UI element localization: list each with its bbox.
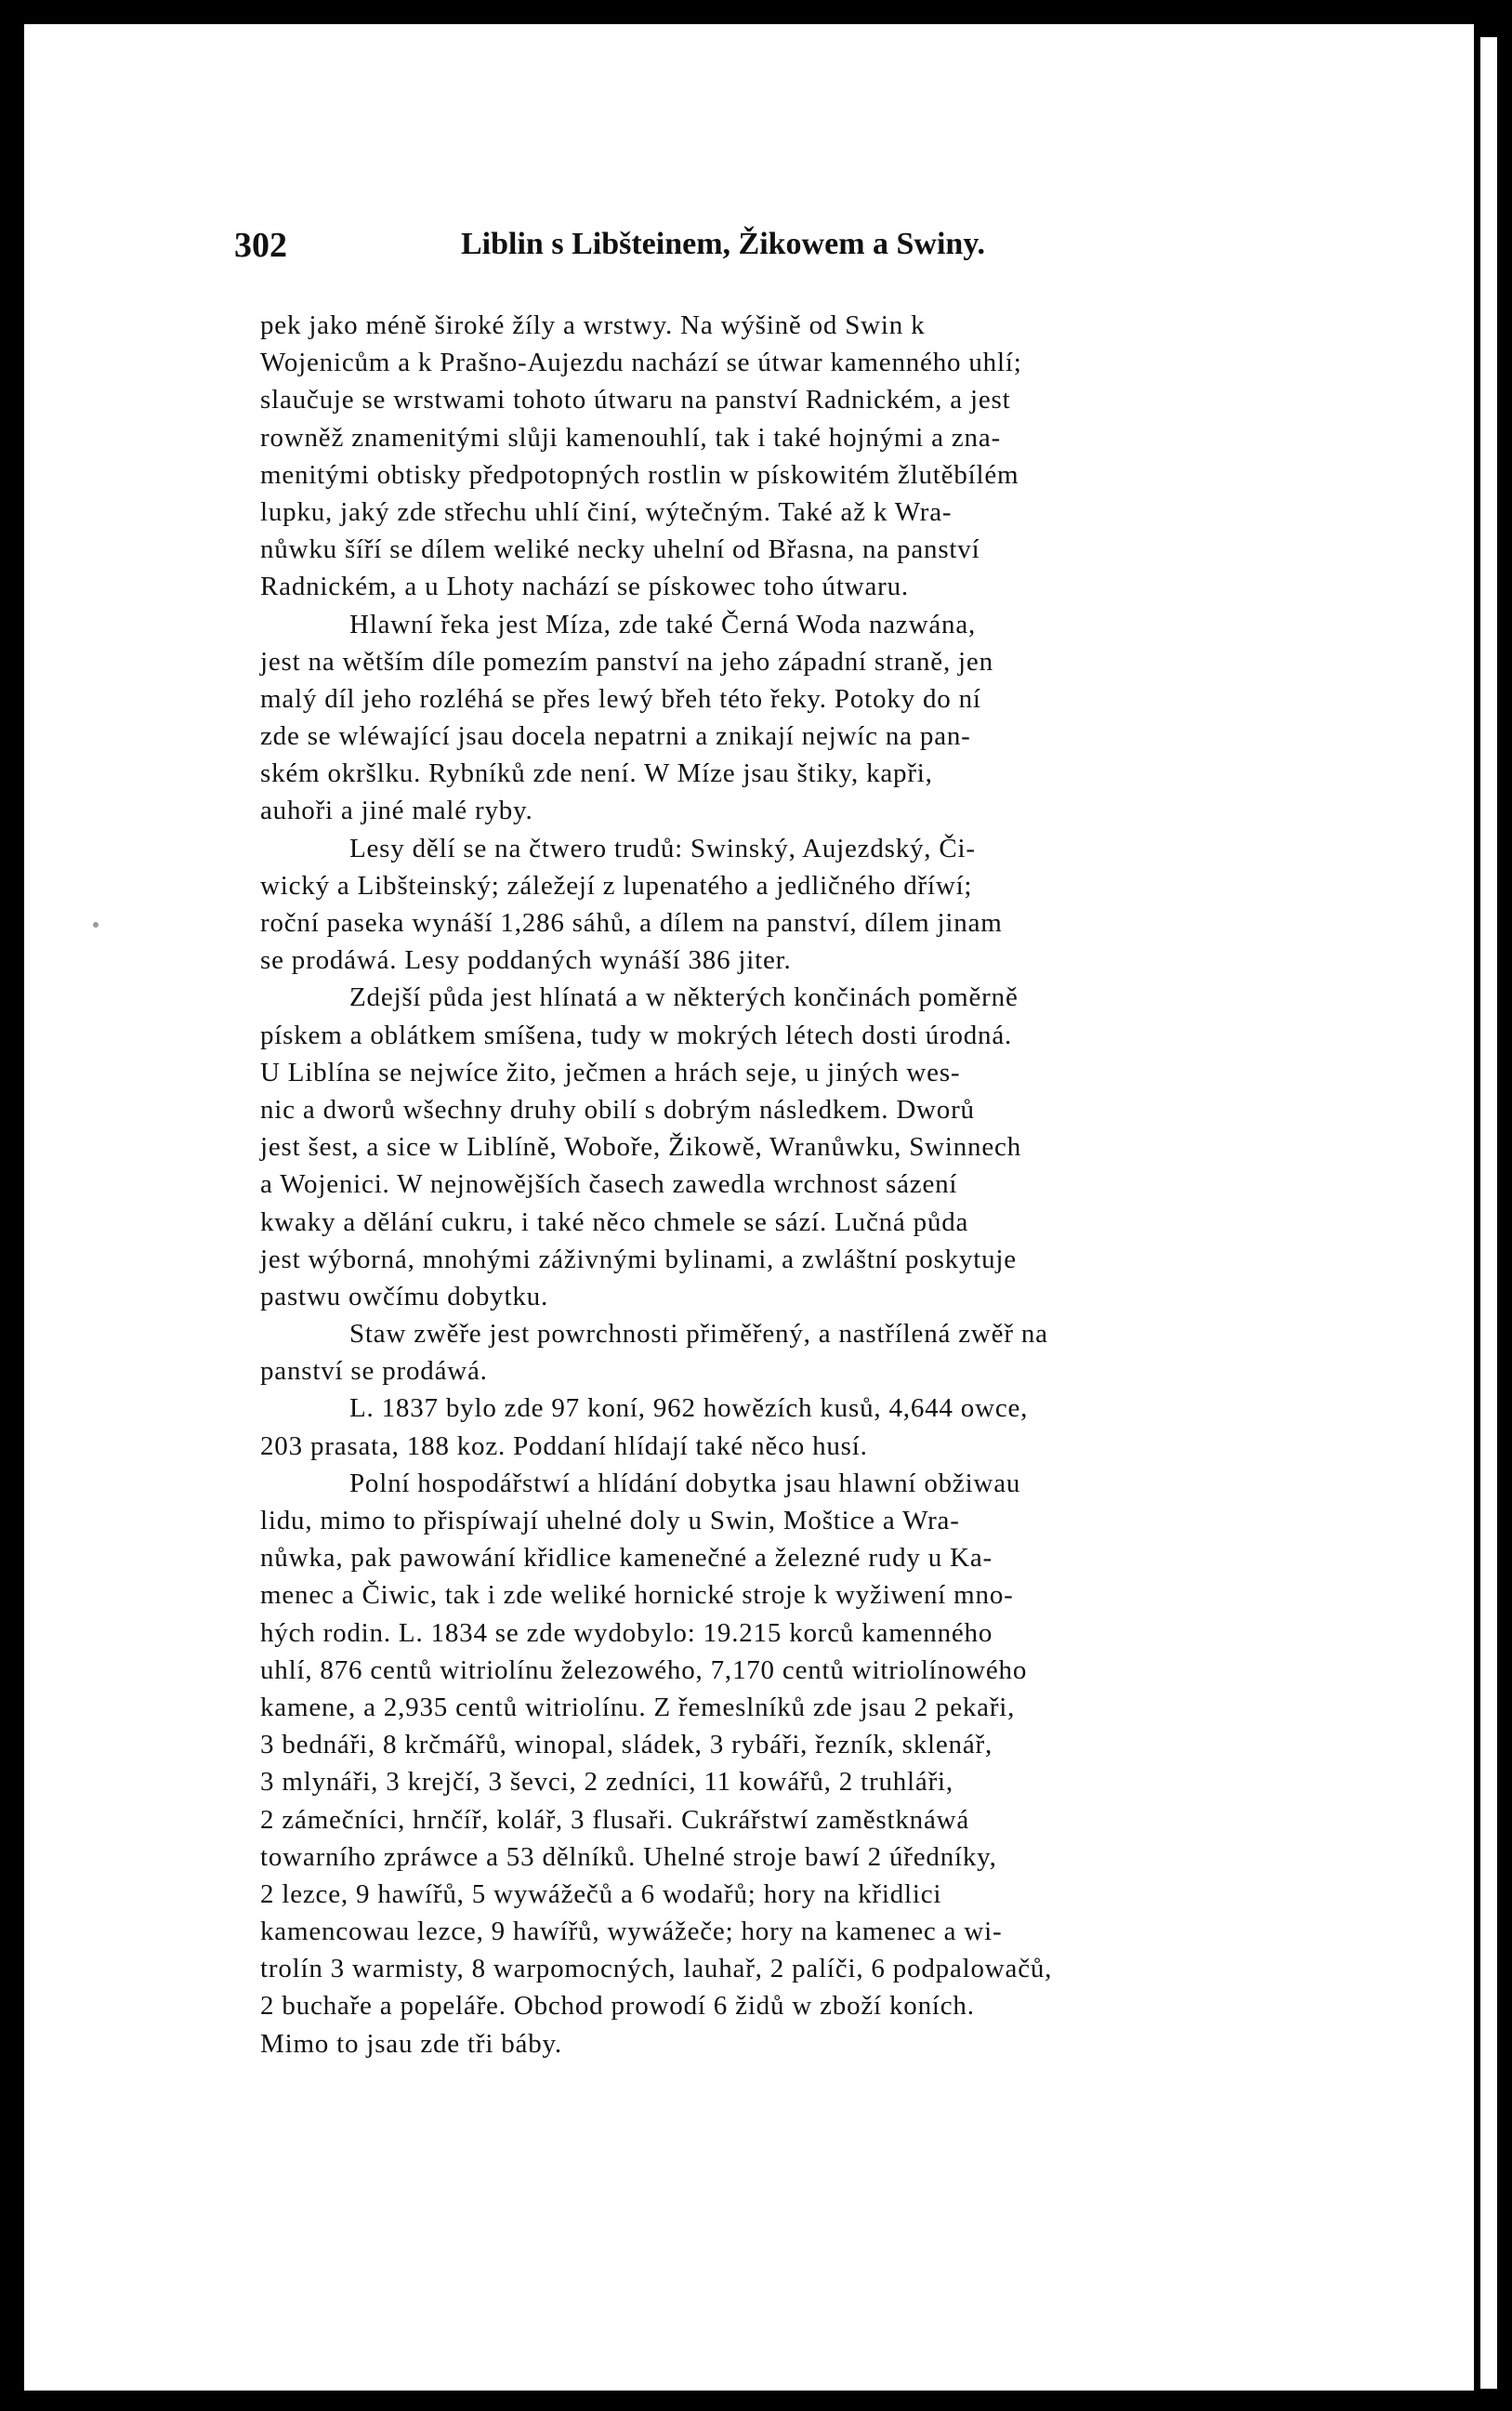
text-line: Zdejší půda jest hlínatá a w některých končinách poměrně (349, 982, 1019, 1013)
text-line: malý díl jeho rozléhá se přes lewý břeh této řeky. Potoky do ní (260, 683, 981, 714)
text-line: menitými obtisky předpotopných rostlin w pískowitém žlutěbílém (260, 459, 1019, 490)
text-line: roční paseka wynáší 1,286 sáhů, a dílem na panství, dílem jinam (260, 908, 1003, 938)
text-line: jest wýborná, mnohými záživnými bylinami, a zwláštní poskytuje (260, 1244, 1017, 1274)
text-line: 3 bednáři, 8 krčmářů, winopal, sládek, 3 rybáři, řezník, sklenář, (260, 1730, 993, 1760)
text-line: lupku, jaký zde střechu uhlí činí, wýtečným. Také až k Wra- (260, 496, 953, 527)
text-line: 2 buchaře a popeláře. Obchod prowodí 6 židů w zboží koních. (260, 1991, 975, 2022)
text-line: Mimo to jsau zde tři báby. (260, 2028, 562, 2059)
text-line: nůwka, pak pawowání křidlice kamenečné a železné rudy u Ka- (260, 1543, 993, 1574)
text-line: rowněž znamenitými slůji kamenouhlí, tak i také hojnými a zna- (260, 422, 1001, 453)
text-line: Hlawní řeka jest Míza, zde také Černá Woda nazwána, (349, 609, 977, 639)
text-line: panství se prodáwá. (260, 1356, 488, 1387)
text-line: lidu, mimo to přispíwají uhelné doly u Swin, Moštice a Wra- (260, 1506, 960, 1535)
text-line: auhoři a jiné malé ryby. (260, 796, 533, 826)
text-line: Radnickém, a u Lhoty nachází se pískowec toho útwaru. (260, 572, 909, 602)
text-line: Polní hospodářstwí a hlídání dobytka jsau hlawní obžiwau (349, 1468, 1021, 1498)
text-line: 3 mlynáři, 3 krejčí, 3 ševci, 2 zedníci, 11 kowářů, 2 truhláři, (260, 1767, 953, 1798)
text-line: jest na wětším díle pomezím panství na jeho západní straně, jen (260, 646, 993, 677)
text-line: kamencowau lezce, 9 hawířů, wywážeče; hory na kamenec a wi- (260, 1917, 1003, 1947)
text-line: kamene, a 2,935 centů witriolínu. Z řemeslníků zde jsau 2 pekaři, (260, 1692, 1016, 1722)
text-line: 2 lezce, 9 hawířů, 5 wywážečů a 6 wodařů; hory na křidlici (260, 1878, 942, 1909)
text-line: 2 zámečníci, hrnčíř, kolář, 3 flusaři. Cukrářstwí zaměstknáwá (260, 1804, 970, 1835)
text-line: slaučuje se wrstwami tohoto útwaru na panství Radnickém, a jest (260, 385, 1011, 415)
page-header (234, 225, 1126, 271)
text-line: zde se wléwající jsau docela nepatrni a znikají nejwíc na pan- (260, 721, 971, 752)
body-text (260, 307, 1348, 2062)
text-line: jest šest, a sice w Liblíně, Woboře, Žikowě, Wranůwku, Swinnech (260, 1132, 1021, 1163)
text-line: pískem a oblátkem smíšena, tudy w mokrých létech dosti úrodná. (260, 1020, 1013, 1050)
text-line: Wojenicům a k Prašno-Aujezdu nachází se útwar kamenného uhlí; (260, 348, 1022, 378)
text-line: 203 prasata, 188 koz. Poddaní hlídají také něco husí. (260, 1430, 868, 1461)
running-title: Liblin s Libšteinem, Žikowem a Swiny. (461, 227, 985, 261)
text-line: trolín 3 warmisty, 8 warpomocných, lauhař, 2 palíči, 6 podpalowačů, (260, 1954, 1053, 1984)
page-number: 302 (234, 226, 287, 265)
text-line: se prodáwá. Lesy poddaných wynáší 386 jiter. (260, 945, 792, 976)
text-line: nůwku šíří se dílem weliké necky uhelní od Břasna, na panství (260, 534, 980, 565)
text-line: towarního zpráwce a 53 dělníků. Uhelné stroje bawí 2 úředníky, (260, 1841, 997, 1872)
text-line: pek jako méně široké žíly a wrstwy. Na wýšině od Swin k (260, 310, 926, 340)
text-line: pastwu owčímu dobytku. (260, 1281, 548, 1311)
text-line: kwaky a dělání cukru, i také něco chmele se sází. Lučná půda (260, 1206, 969, 1237)
scan-speck (93, 922, 99, 928)
next-page-edge (1480, 37, 1497, 2389)
text-line: hých rodin. L. 1834 se zde wydobylo: 19.215 korců kamenného (260, 1617, 993, 1648)
text-line: ském okršlku. Rybníků zde není. W Míze jsau štiky, kapři, (260, 758, 933, 789)
text-line: Lesy dělí se na čtwero trudů: Swinský, Aujezdský, Či- (349, 833, 976, 863)
text-line: L. 1837 bylo zde 97 koní, 962 howězích kusů, 4,644 owce, (349, 1393, 1029, 1424)
text-line: wický a Libšteinský; záležejí z lupenatého a jedličného dříwí; (260, 870, 973, 901)
text-line: uhlí, 876 centů witriolínu železowého, 7,170 centů witriolínowého (260, 1654, 1028, 1685)
text-line: a Wojenici. W nejnowějších časech zawedla wrchnost sázení (260, 1169, 958, 1200)
text-line: nic a dworů wšechny druhy obilí s dobrým následkem. Dworů (260, 1094, 975, 1125)
text-line: U Liblína se nejwíce žito, ječmen a hrách seje, u jiných wes- (260, 1057, 961, 1087)
text-line: menec a Čiwic, tak i zde weliké hornické stroje k wyžiwení mno- (260, 1580, 1014, 1611)
text-line: Staw zwěře jest powrchnosti přiměřený, a nastřílená zwěř na (349, 1319, 1048, 1350)
